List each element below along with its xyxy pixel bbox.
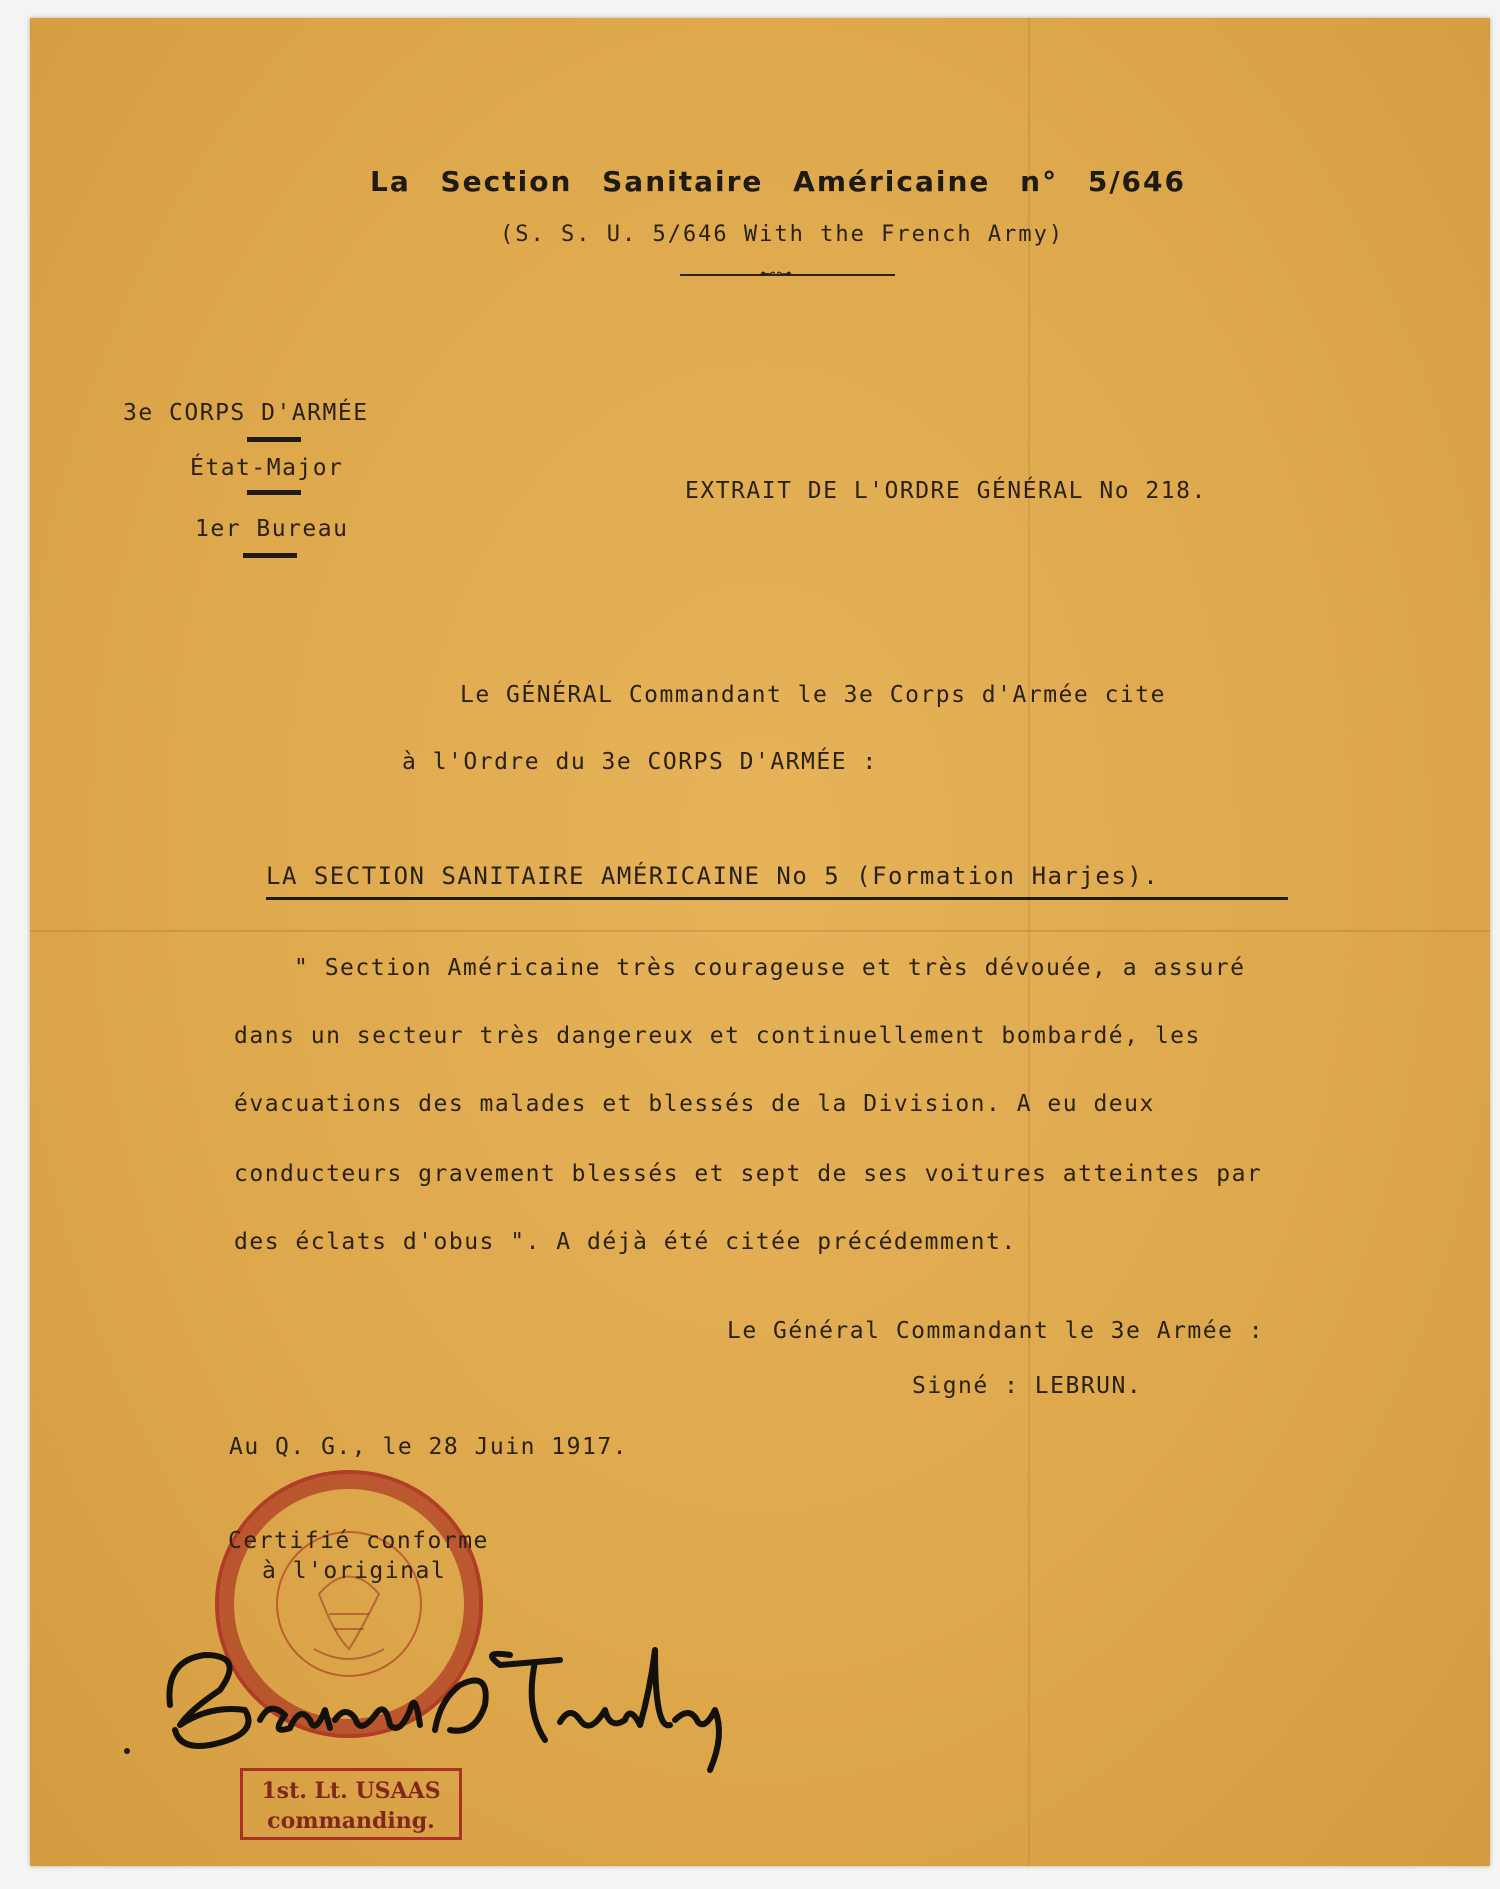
citation-line: dans un secteur très dangereux et continuellement bombardé, les	[234, 1023, 1201, 1049]
fold-line-horizontal	[30, 930, 1490, 932]
ornament-icon: ⊷⊶	[760, 264, 792, 283]
citation-line: des éclats d'obus ". A déjà été citée précédemment.	[234, 1229, 1017, 1255]
rank-stamp	[240, 1768, 462, 1840]
signatory-signed: Signé : LEBRUN.	[912, 1373, 1143, 1399]
fold-line-vertical	[1028, 18, 1030, 1866]
handwritten-signature	[150, 1610, 730, 1784]
citation-line: " Section Américaine très courageuse et très dévouée, a assuré	[294, 955, 1246, 981]
divider-dash	[247, 490, 301, 495]
certification-line-1: Certifié conforme	[228, 1528, 489, 1554]
cited-unit-underline	[266, 897, 1288, 900]
divider-dash	[247, 437, 301, 442]
rank-stamp-line-1: 1st. Lt. USAAS	[261, 1778, 441, 1804]
ink-dot	[124, 1748, 130, 1754]
corps-heading: 3e CORPS D'ARMÉE	[123, 400, 369, 426]
certification-line-2: à l'original	[262, 1558, 447, 1584]
cited-unit: LA SECTION SANITAIRE AMÉRICAINE No 5 (Formation Harjes).	[266, 862, 1160, 890]
citation-line: conducteurs gravement blessés et sept de ses voitures atteintes par	[234, 1161, 1263, 1187]
citation-line: évacuations des malades et blessés de la Division. A eu deux	[234, 1091, 1155, 1117]
extract-title: EXTRAIT DE L'ORDRE GÉNÉRAL No 218.	[685, 478, 1207, 504]
letterhead-subtitle: (S. S. U. 5/646 With the French Army)	[500, 222, 1065, 247]
divider-dash	[243, 553, 297, 558]
letterhead-title: La Section Sanitaire Américaine n° 5/646	[370, 165, 1186, 198]
rank-stamp-line-2: commanding.	[267, 1808, 435, 1834]
intro-line-1: Le GÉNÉRAL Commandant le 3e Corps d'Armée cite	[460, 682, 1166, 708]
staff-heading: État-Major	[190, 455, 344, 481]
signatory-title: Le Général Commandant le 3e Armée :	[727, 1318, 1265, 1344]
place-date: Au Q. G., le 28 Juin 1917.	[229, 1434, 629, 1460]
intro-line-2: à l'Ordre du 3e CORPS D'ARMÉE :	[402, 749, 878, 775]
bureau-heading: 1er Bureau	[195, 516, 349, 542]
